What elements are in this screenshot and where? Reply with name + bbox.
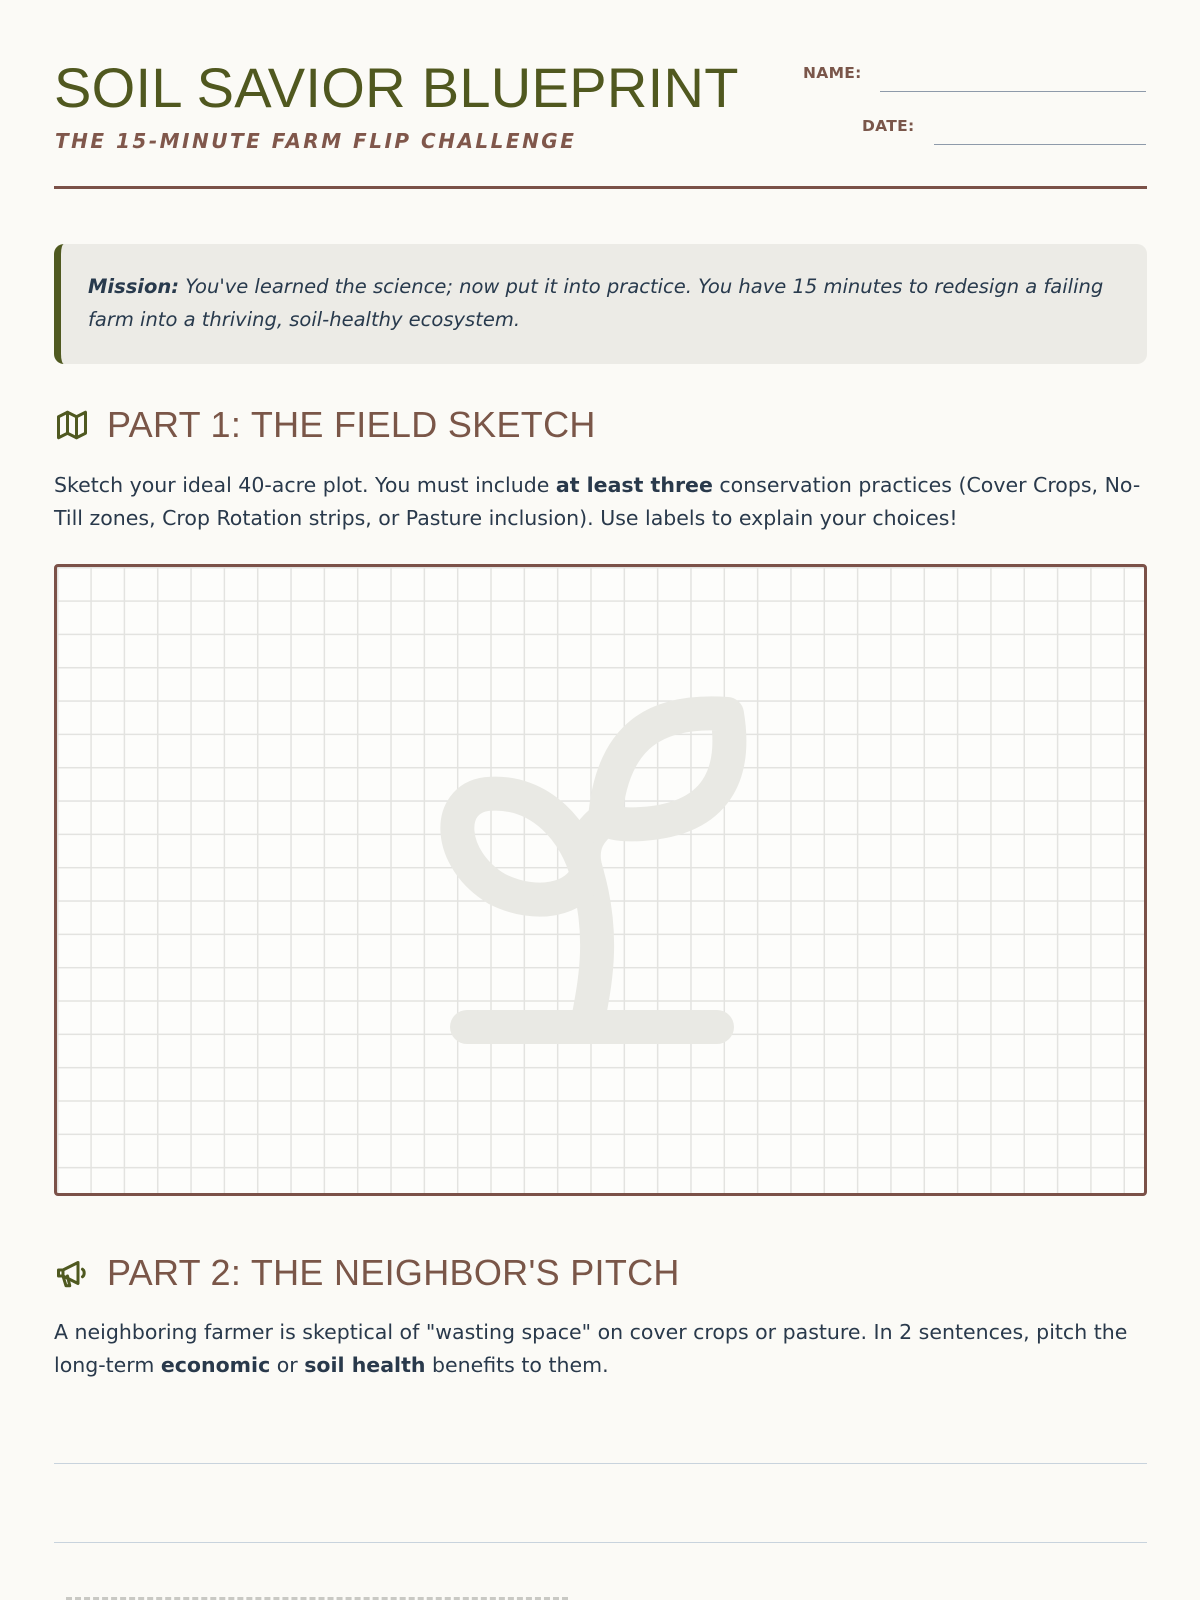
mission-label: Mission: [88, 275, 180, 298]
part1-prompt-text: Sketch your ideal 40-acre plot. You must include [54, 473, 556, 497]
part2-prompt-text: A neighboring farmer is skeptical of "wasting space" on cover crops or pasture. In 2 sentences, pitch the long-term [54, 1320, 1128, 1377]
part1-heading [54, 404, 596, 446]
part2-prompt [54, 1316, 1147, 1382]
date-label: DATE: [862, 117, 915, 135]
date-field[interactable] [934, 144, 1146, 145]
field-sketch-area[interactable] [54, 564, 1147, 1196]
sprout-icon [427, 694, 747, 1064]
part2-prompt-economic: economic [160, 1353, 271, 1377]
part2-prompt-text-end: benefits to them. [425, 1353, 609, 1377]
name-field[interactable] [880, 91, 1146, 92]
mission-callout [54, 244, 1147, 364]
part2-prompt-soil-health: soil health [304, 1353, 426, 1377]
part1-prompt-text-end: conservation practices (Cover Crops, No-Till zones, Crop Rotation strips, or Pasture inclusion). Use labels to explain your choices! [54, 473, 1141, 530]
header-divider [54, 186, 1147, 189]
part1-title: PART 1: THE FIELD SKETCH [107, 404, 596, 445]
answer-line[interactable] [54, 1463, 1147, 1464]
answer-line[interactable] [54, 1542, 1147, 1543]
megaphone-icon [54, 1255, 90, 1291]
worksheet-page [54, 0, 1147, 1600]
map-icon [54, 407, 90, 443]
part1-prompt [54, 469, 1147, 535]
page-title: SOIL SAVIOR BLUEPRINT [54, 56, 739, 119]
part2-prompt-or: or [270, 1353, 305, 1377]
part1-prompt-emphasis: at least three [555, 473, 713, 497]
name-label: NAME: [803, 64, 862, 82]
part2-heading [54, 1252, 680, 1294]
page-subtitle: THE 15-MINUTE FARM FLIP CHALLENGE [55, 129, 577, 153]
part2-title: PART 2: THE NEIGHBOR'S PITCH [107, 1252, 680, 1293]
mission-text: You've learned the science; now put it into practice. You have 15 minutes to redesign a failing farm into a thriving, soil-healthy ecosystem. [88, 275, 1104, 331]
